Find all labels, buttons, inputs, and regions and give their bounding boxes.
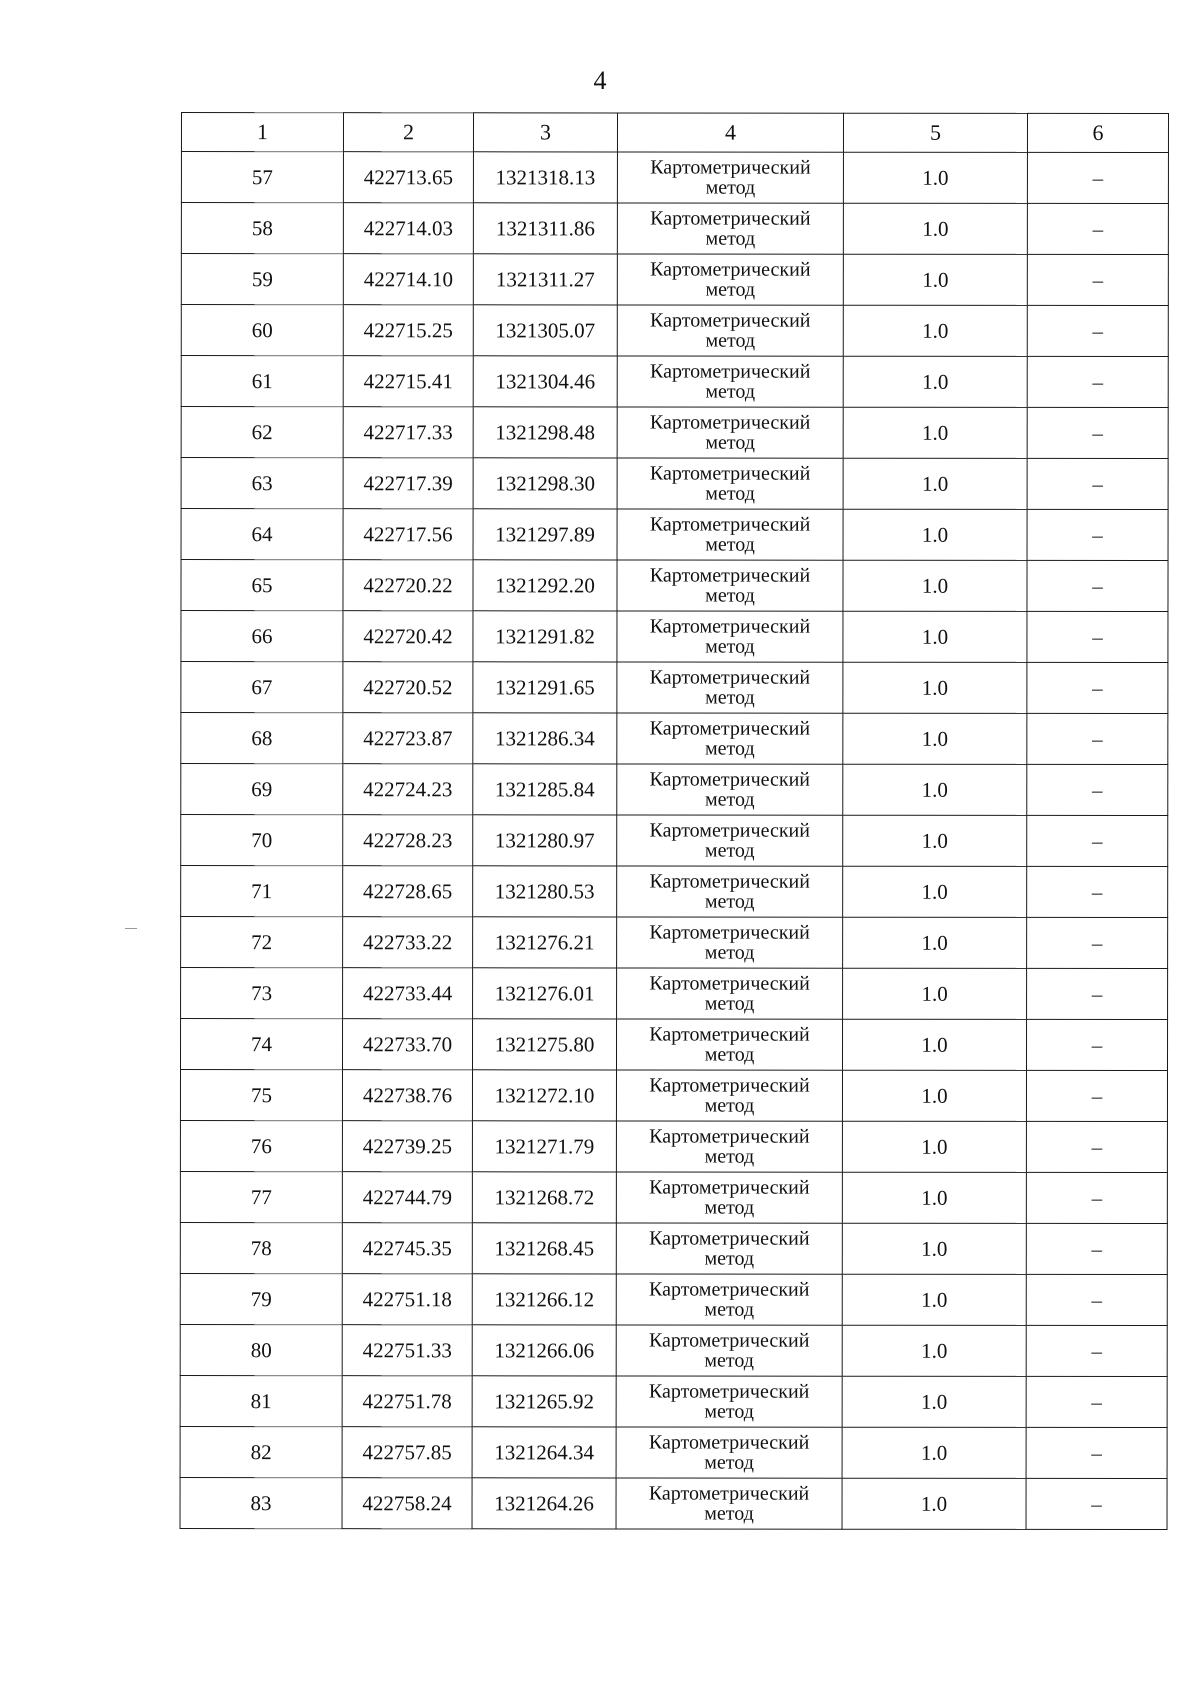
table-row	[181, 611, 1168, 663]
method-line-2: метод	[704, 839, 755, 862]
table-row	[181, 509, 1168, 561]
method-line-1: Картометрический	[649, 1278, 810, 1301]
point-number-cell: 57	[181, 152, 343, 203]
y-coordinate-cell: 1321271.79	[472, 1121, 616, 1172]
point-number-cell: 59	[181, 254, 343, 305]
x-coordinate-cell: 422724.23	[343, 764, 473, 815]
point-number-cell: 73	[181, 968, 343, 1019]
method-line-1: Картометрический	[648, 1431, 810, 1454]
method-line-2: метод	[705, 380, 756, 403]
table-row	[181, 458, 1168, 510]
method-cell	[616, 1274, 842, 1325]
y-coordinate-cell: 1321268.72	[472, 1172, 616, 1223]
scan-edge-mark	[125, 928, 137, 929]
accuracy-cell: 1.0	[843, 356, 1027, 407]
y-coordinate-cell: 1321266.06	[472, 1325, 616, 1376]
accuracy-cell: 1.0	[842, 1121, 1026, 1172]
y-coordinate-cell: 1321272.10	[472, 1070, 616, 1121]
method-line-1: Картометрический	[650, 309, 811, 332]
note-cell: –	[1027, 866, 1168, 917]
y-coordinate-cell: 1321264.34	[472, 1427, 616, 1478]
method-cell	[616, 1478, 842, 1529]
point-number-cell: 76	[180, 1121, 342, 1172]
method-cell	[617, 611, 843, 662]
y-coordinate-cell: 1321285.84	[473, 764, 617, 815]
table-row	[181, 356, 1168, 408]
y-coordinate-cell: 1321268.45	[472, 1223, 616, 1274]
table-body	[180, 152, 1168, 1530]
point-number-cell: 62	[181, 407, 343, 458]
table-row	[181, 917, 1168, 969]
note-cell: –	[1026, 1172, 1167, 1223]
method-line-2: метод	[704, 1298, 755, 1321]
method-line-2: метод	[705, 431, 755, 454]
table-row	[181, 662, 1168, 714]
x-coordinate-cell: 422717.33	[343, 407, 473, 458]
method-line-1: Картометрический	[649, 564, 811, 587]
method-cell	[617, 968, 843, 1019]
accuracy-cell: 1.0	[843, 509, 1027, 560]
accuracy-cell: 1.0	[842, 1478, 1026, 1529]
method-cell	[617, 764, 843, 815]
header-col-1: 1	[181, 113, 343, 152]
accuracy-cell: 1.0	[843, 305, 1027, 356]
note-cell: –	[1027, 560, 1168, 611]
x-coordinate-cell: 422728.23	[343, 815, 473, 866]
method-line-2: метод	[704, 1502, 754, 1525]
table-row	[181, 152, 1168, 204]
x-coordinate-cell: 422751.33	[342, 1325, 472, 1376]
accuracy-cell: 1.0	[843, 560, 1027, 611]
method-cell	[617, 509, 843, 560]
x-coordinate-cell: 422733.44	[343, 968, 473, 1019]
method-line-2: метод	[705, 533, 755, 556]
x-coordinate-cell: 422715.41	[343, 356, 473, 407]
x-coordinate-cell: 422720.42	[343, 611, 473, 662]
table-row	[181, 305, 1168, 357]
note-cell: –	[1026, 1427, 1167, 1478]
x-coordinate-cell: 422714.10	[343, 254, 473, 305]
method-line-2: метод	[705, 278, 756, 301]
y-coordinate-cell: 1321291.82	[473, 611, 617, 662]
note-cell: –	[1027, 305, 1168, 356]
method-line-2: метод	[704, 1400, 754, 1423]
y-coordinate-cell: 1321304.46	[473, 356, 617, 407]
method-line-2: метод	[704, 788, 755, 811]
note-cell: –	[1027, 611, 1168, 662]
accuracy-cell: 1.0	[842, 1223, 1026, 1274]
y-coordinate-cell: 1321292.20	[473, 560, 617, 611]
note-cell: –	[1026, 1274, 1167, 1325]
accuracy-cell: 1.0	[843, 407, 1027, 458]
note-cell: –	[1027, 662, 1168, 713]
method-cell	[616, 1019, 842, 1070]
point-number-cell: 65	[181, 560, 343, 611]
method-line-1: Картометрический	[649, 1074, 810, 1097]
y-coordinate-cell: 1321291.65	[473, 662, 617, 713]
note-cell: –	[1026, 1376, 1167, 1427]
accuracy-cell: 1.0	[843, 254, 1027, 305]
note-cell: –	[1027, 968, 1168, 1019]
note-cell: –	[1026, 1019, 1167, 1070]
method-cell	[617, 662, 843, 713]
y-coordinate-cell: 1321318.13	[473, 152, 617, 203]
note-cell: –	[1027, 458, 1168, 509]
method-line-1: Картометрический	[649, 717, 811, 740]
x-coordinate-cell: 422723.87	[343, 713, 473, 764]
point-number-cell: 72	[181, 917, 343, 968]
point-number-cell: 81	[180, 1375, 342, 1426]
x-coordinate-cell: 422744.79	[342, 1172, 472, 1223]
method-line-1: Картометрический	[649, 1176, 810, 1199]
table-row	[180, 1324, 1167, 1376]
table-row	[181, 407, 1168, 459]
note-cell: –	[1027, 713, 1168, 764]
note-cell: –	[1027, 152, 1168, 203]
method-line-2: метод	[704, 992, 755, 1015]
method-line-1: Картометрический	[648, 1482, 810, 1505]
note-cell: –	[1027, 815, 1168, 866]
method-cell	[617, 815, 843, 866]
method-line-1: Картометрический	[649, 360, 811, 383]
point-number-cell: 78	[180, 1222, 342, 1273]
point-number-cell: 82	[180, 1426, 342, 1477]
method-cell	[616, 1376, 842, 1427]
y-coordinate-cell: 1321311.27	[473, 254, 617, 305]
y-coordinate-cell: 1321266.12	[472, 1274, 616, 1325]
point-number-cell: 80	[180, 1324, 342, 1375]
method-line-1: Картометрический	[649, 921, 810, 944]
method-cell	[617, 152, 843, 203]
note-cell: –	[1027, 917, 1168, 968]
accuracy-cell: 1.0	[843, 713, 1027, 764]
method-cell	[616, 1070, 842, 1121]
x-coordinate-cell: 422751.78	[342, 1376, 472, 1427]
accuracy-cell: 1.0	[842, 1019, 1026, 1070]
x-coordinate-cell: 422739.25	[342, 1121, 472, 1172]
y-coordinate-cell: 1321311.86	[473, 203, 617, 254]
accuracy-cell: 1.0	[843, 815, 1027, 866]
method-line-1: Картометрический	[648, 1380, 810, 1403]
x-coordinate-cell: 422720.22	[343, 560, 473, 611]
y-coordinate-cell: 1321264.26	[472, 1478, 616, 1529]
method-line-2: метод	[704, 1043, 755, 1066]
point-number-cell: 69	[181, 764, 343, 815]
y-coordinate-cell: 1321265.92	[472, 1376, 616, 1427]
note-cell: –	[1026, 1223, 1167, 1274]
method-line-1: Картометрический	[649, 819, 810, 842]
y-coordinate-cell: 1321305.07	[473, 305, 617, 356]
x-coordinate-cell: 422714.03	[343, 203, 473, 254]
accuracy-cell: 1.0	[843, 152, 1027, 203]
x-coordinate-cell: 422758.24	[342, 1478, 472, 1529]
header-col-3: 3	[473, 113, 617, 152]
x-coordinate-cell: 422745.35	[342, 1223, 472, 1274]
table-row	[180, 1172, 1167, 1224]
x-coordinate-cell: 422751.18	[342, 1274, 472, 1325]
point-number-cell: 79	[180, 1273, 342, 1324]
accuracy-cell: 1.0	[843, 866, 1027, 917]
y-coordinate-cell: 1321298.30	[473, 458, 617, 509]
method-line-1: Картометрический	[649, 462, 811, 485]
point-number-cell: 83	[180, 1477, 342, 1528]
method-line-1: Картометрический	[649, 972, 810, 995]
note-cell: –	[1027, 356, 1168, 407]
method-line-2: метод	[704, 1451, 754, 1474]
method-line-1: Картометрический	[649, 1023, 810, 1046]
method-line-2: метод	[705, 482, 755, 505]
table-row	[180, 1121, 1167, 1173]
accuracy-cell: 1.0	[843, 662, 1027, 713]
method-cell	[617, 254, 843, 305]
note-cell: –	[1026, 1070, 1167, 1121]
page-number: 4	[593, 66, 607, 95]
note-cell: –	[1026, 1325, 1167, 1376]
point-number-cell: 71	[181, 866, 343, 917]
method-cell	[617, 203, 843, 254]
accuracy-cell: 1.0	[842, 1376, 1026, 1427]
method-line-2: метод	[704, 1094, 755, 1117]
note-cell: –	[1027, 509, 1168, 560]
method-cell	[617, 305, 843, 356]
table-row	[180, 1273, 1167, 1325]
table-row	[180, 1222, 1167, 1274]
accuracy-cell: 1.0	[843, 611, 1027, 662]
method-line-2: метод	[705, 176, 756, 199]
method-cell	[616, 1121, 842, 1172]
table-header-row	[181, 113, 1168, 153]
method-line-1: Картометрический	[649, 1125, 810, 1148]
method-line-2: метод	[705, 329, 756, 352]
point-number-cell: 63	[181, 458, 343, 509]
method-line-2: метод	[704, 1349, 755, 1372]
coordinates-table	[180, 112, 1169, 1530]
note-cell: –	[1026, 1478, 1167, 1529]
accuracy-cell: 1.0	[842, 1172, 1026, 1223]
accuracy-cell: 1.0	[842, 1325, 1026, 1376]
method-cell	[617, 917, 843, 968]
x-coordinate-cell: 422733.70	[342, 1019, 472, 1070]
method-line-1: Картометрический	[648, 1329, 810, 1352]
point-number-cell: 77	[180, 1172, 342, 1223]
point-number-cell: 67	[181, 662, 343, 713]
table-row	[181, 764, 1168, 816]
note-cell: –	[1027, 203, 1168, 254]
accuracy-cell: 1.0	[843, 458, 1027, 509]
note-cell: –	[1027, 764, 1168, 815]
table-row	[181, 560, 1168, 612]
y-coordinate-cell: 1321276.01	[473, 968, 617, 1019]
y-coordinate-cell: 1321298.48	[473, 407, 617, 458]
table-row	[180, 1477, 1167, 1529]
accuracy-cell: 1.0	[842, 1274, 1026, 1325]
x-coordinate-cell: 422717.56	[343, 509, 473, 560]
x-coordinate-cell: 422717.39	[343, 458, 473, 509]
point-number-cell: 58	[181, 203, 343, 254]
method-line-1: Картометрический	[649, 870, 810, 893]
method-cell	[617, 407, 843, 458]
table-row	[181, 713, 1168, 765]
table-row	[180, 1019, 1167, 1071]
method-cell	[616, 1427, 842, 1478]
method-cell	[617, 560, 843, 611]
method-line-2: метод	[704, 1247, 755, 1270]
method-line-1: Картометрический	[650, 156, 811, 179]
x-coordinate-cell: 422728.65	[343, 866, 473, 917]
y-coordinate-cell: 1321280.53	[473, 866, 617, 917]
x-coordinate-cell: 422733.22	[343, 917, 473, 968]
y-coordinate-cell: 1321286.34	[473, 713, 617, 764]
note-cell: –	[1027, 254, 1168, 305]
note-cell: –	[1026, 1121, 1167, 1172]
x-coordinate-cell: 422738.76	[342, 1070, 472, 1121]
method-line-2: метод	[704, 1145, 755, 1168]
method-line-1: Картометрический	[649, 1227, 810, 1250]
table-row	[180, 1426, 1167, 1478]
method-line-2: метод	[704, 890, 755, 913]
y-coordinate-cell: 1321280.97	[473, 815, 617, 866]
method-cell	[617, 713, 843, 764]
header-col-4: 4	[617, 113, 843, 152]
point-number-cell: 60	[181, 305, 343, 356]
method-line-2: метод	[705, 227, 756, 250]
table-row	[180, 1070, 1167, 1122]
point-number-cell: 68	[181, 713, 343, 764]
method-line-2: метод	[704, 1196, 755, 1219]
method-line-1: Картометрический	[650, 258, 811, 281]
method-line-2: метод	[705, 584, 755, 607]
point-number-cell: 74	[180, 1019, 342, 1070]
header-col-5: 5	[843, 113, 1027, 152]
accuracy-cell: 1.0	[842, 1070, 1026, 1121]
accuracy-cell: 1.0	[843, 917, 1027, 968]
method-line-1: Картометрический	[650, 207, 811, 230]
method-line-1: Картометрический	[649, 411, 811, 434]
method-line-2: метод	[705, 635, 755, 658]
method-cell	[616, 1223, 842, 1274]
y-coordinate-cell: 1321276.21	[473, 917, 617, 968]
header-col-6: 6	[1027, 113, 1168, 152]
note-cell: –	[1027, 407, 1168, 458]
method-cell	[616, 1172, 842, 1223]
method-line-2: метод	[704, 941, 755, 964]
table-row	[181, 254, 1168, 306]
method-line-2: метод	[705, 686, 755, 709]
method-cell	[617, 866, 843, 917]
x-coordinate-cell: 422715.25	[343, 305, 473, 356]
point-number-cell: 66	[181, 611, 343, 662]
point-number-cell: 61	[181, 356, 343, 407]
y-coordinate-cell: 1321297.89	[473, 509, 617, 560]
method-cell	[616, 1325, 842, 1376]
method-line-2: метод	[705, 737, 755, 760]
point-number-cell: 75	[180, 1070, 342, 1121]
accuracy-cell: 1.0	[843, 968, 1027, 1019]
y-coordinate-cell: 1321275.80	[472, 1019, 616, 1070]
point-number-cell: 64	[181, 509, 343, 560]
x-coordinate-cell: 422720.52	[343, 662, 473, 713]
table-row	[181, 866, 1168, 918]
accuracy-cell: 1.0	[843, 203, 1027, 254]
accuracy-cell: 1.0	[843, 764, 1027, 815]
header-col-2: 2	[343, 113, 473, 152]
method-line-1: Картометрический	[649, 615, 811, 638]
point-number-cell: 70	[181, 815, 343, 866]
accuracy-cell: 1.0	[842, 1427, 1026, 1478]
method-line-1: Картометрический	[649, 513, 811, 536]
method-cell	[617, 458, 843, 509]
table-row	[181, 968, 1168, 1020]
method-line-1: Картометрический	[649, 666, 811, 689]
table-row	[181, 203, 1168, 255]
table-row	[181, 815, 1168, 867]
method-line-1: Картометрический	[649, 768, 811, 791]
method-cell	[617, 356, 843, 407]
table-row	[180, 1375, 1167, 1427]
x-coordinate-cell: 422757.85	[342, 1427, 472, 1478]
x-coordinate-cell: 422713.65	[343, 152, 473, 203]
